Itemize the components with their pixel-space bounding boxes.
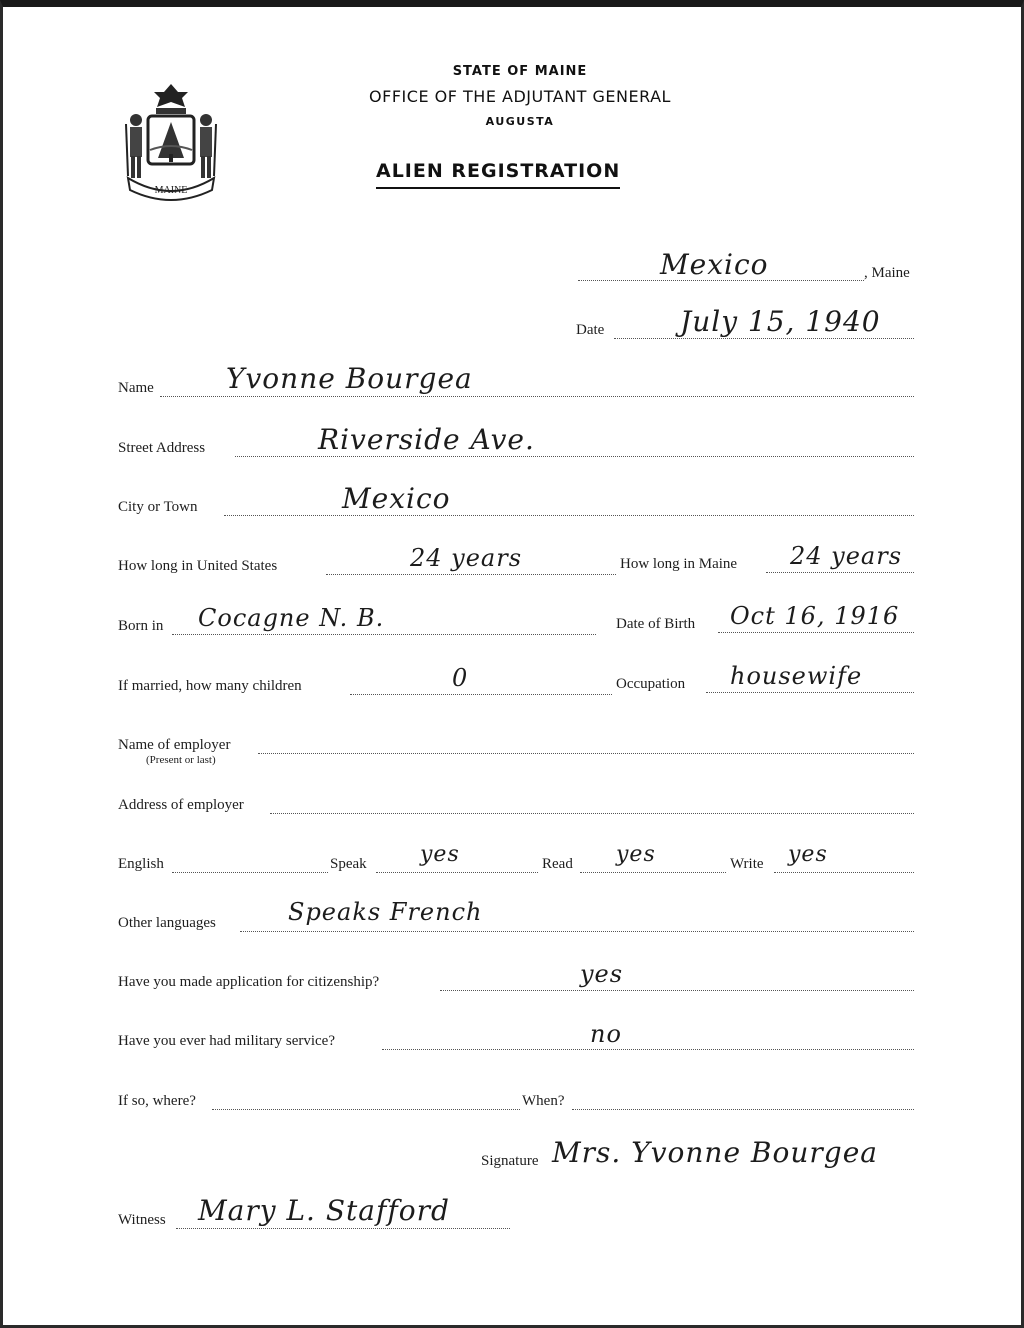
military-line xyxy=(382,1049,914,1050)
form-title: ALIEN REGISTRATION xyxy=(376,160,620,189)
signature-entry: Mrs. Yvonne Bourgea xyxy=(552,1136,878,1169)
other-languages-entry: Speaks French xyxy=(288,898,483,926)
born-in-line xyxy=(172,634,596,635)
occupation-line xyxy=(706,692,914,693)
when-label: When? xyxy=(522,1093,565,1109)
read-entry: yes xyxy=(616,842,656,867)
speak-line xyxy=(376,872,538,873)
english-line xyxy=(172,872,328,873)
witness-entry: Mary L. Stafford xyxy=(198,1194,450,1227)
office-heading: OFFICE OF THE ADJUTANT GENERAL xyxy=(369,87,671,106)
name-label: Name xyxy=(118,380,154,396)
other-languages-label: Other languages xyxy=(118,915,216,931)
date-entry: July 15, 1940 xyxy=(680,305,881,338)
employer-address-label: Address of employer xyxy=(118,797,244,813)
how-long-maine-entry: 24 years xyxy=(790,542,903,570)
english-label: English xyxy=(118,856,164,872)
date-of-birth-label: Date of Birth xyxy=(616,616,696,632)
street-address-label: Street Address xyxy=(118,440,206,456)
born-in-label: Born in xyxy=(118,618,164,634)
citizenship-line xyxy=(440,990,914,991)
date-of-birth-line xyxy=(718,632,914,633)
citizenship-label: Have you made application for citizenship? xyxy=(118,974,380,990)
signature-label: Signature xyxy=(481,1153,539,1169)
witness-line xyxy=(176,1228,510,1229)
military-label: Have you ever had military service? xyxy=(118,1033,335,1049)
city-or-town-entry: Mexico xyxy=(342,482,451,515)
when-line xyxy=(572,1109,914,1110)
city-or-town-line xyxy=(224,515,914,516)
read-line xyxy=(580,872,726,873)
write-label: Write xyxy=(730,856,764,872)
seal-banner-text: MAINE xyxy=(154,185,188,196)
how-long-us-label: How long in United States xyxy=(118,558,278,574)
born-in-entry: Cocagne N. B. xyxy=(198,604,385,632)
city-or-town-label: City or Town xyxy=(118,499,198,515)
town-entry: Mexico xyxy=(660,248,769,281)
other-languages-line xyxy=(240,931,914,932)
witness-label: Witness xyxy=(118,1212,166,1228)
state-of-maine-seal xyxy=(116,80,226,204)
how-long-us-line xyxy=(326,574,616,575)
how-long-maine-line xyxy=(766,572,914,573)
how-long-maine-label: How long in Maine xyxy=(620,556,738,572)
date-label: Date xyxy=(576,322,605,338)
military-entry: no xyxy=(590,1020,622,1048)
where-label: If so, where? xyxy=(118,1093,196,1109)
date-of-birth-entry: Oct 16, 1916 xyxy=(730,602,900,630)
how-long-us-entry: 24 years xyxy=(410,544,523,572)
occupation-entry: housewife xyxy=(730,662,863,690)
employer-note: (Present or last) xyxy=(146,754,216,766)
maine-label: , Maine xyxy=(864,265,910,281)
where-line xyxy=(212,1109,520,1110)
street-address-entry: Riverside Ave. xyxy=(318,423,535,456)
name-line xyxy=(160,396,914,397)
read-label: Read xyxy=(542,856,573,872)
write-entry: yes xyxy=(788,842,828,867)
date-line xyxy=(614,338,914,339)
employer-address-line xyxy=(270,813,914,814)
occupation-label: Occupation xyxy=(616,676,686,692)
speak-entry: yes xyxy=(420,842,460,867)
speak-label: Speak xyxy=(330,856,367,872)
employer-name-line xyxy=(258,753,914,754)
state-heading: STATE OF MAINE xyxy=(452,64,588,79)
city-heading: AUGUSTA xyxy=(485,115,555,128)
write-line xyxy=(774,872,914,873)
children-entry: 0 xyxy=(452,664,469,692)
street-address-line xyxy=(235,456,914,457)
children-line xyxy=(350,694,612,695)
children-label: If married, how many children xyxy=(118,678,302,694)
employer-name-label: Name of employer xyxy=(118,737,231,753)
citizenship-entry: yes xyxy=(580,960,624,988)
name-entry: Yvonne Bourgea xyxy=(226,362,473,395)
